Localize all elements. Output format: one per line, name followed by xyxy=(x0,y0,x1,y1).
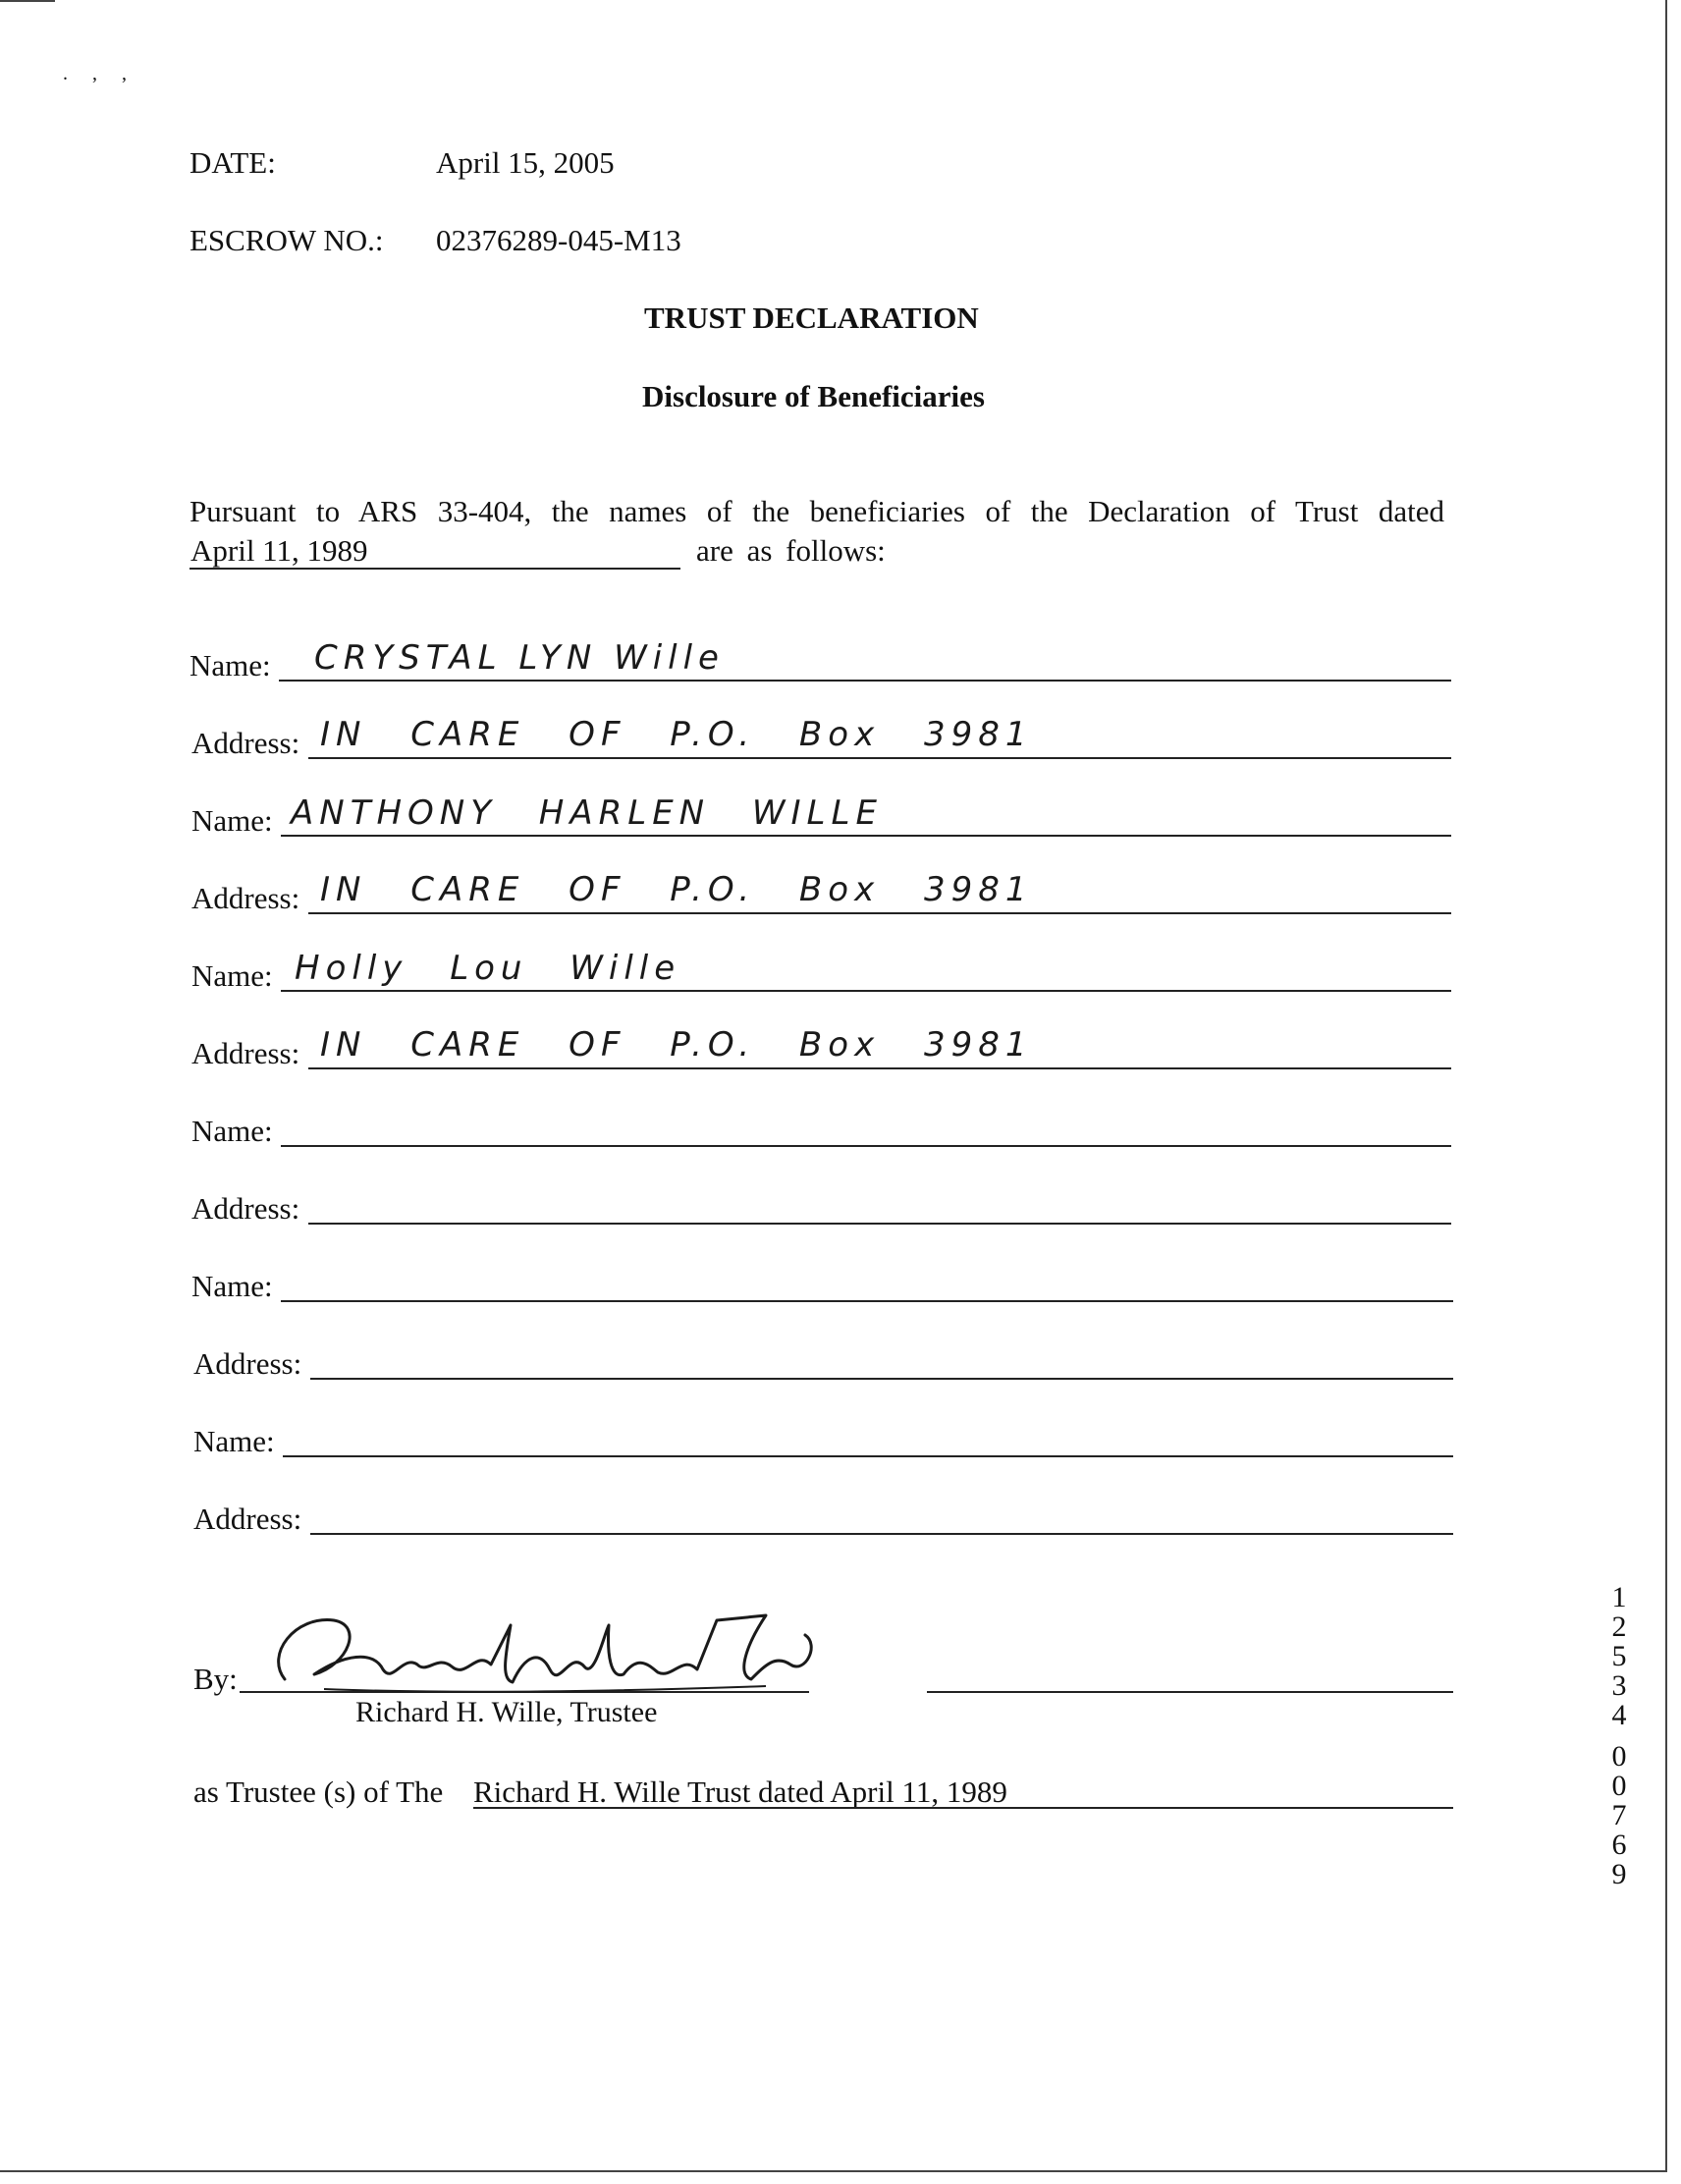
address-line-4 xyxy=(308,1223,1451,1225)
side-stamp-digit: 5 xyxy=(1611,1640,1627,1672)
name-label-1: Name: xyxy=(190,648,271,682)
footer-prefix: as Trustee (s) of The xyxy=(193,1774,444,1809)
by-label: By: xyxy=(193,1662,238,1696)
address-label-2: Address: xyxy=(191,881,300,915)
side-stamp-digit: 2 xyxy=(1611,1611,1627,1643)
address-value-2: IN CARE OF P.O. Box 3981 xyxy=(320,870,1033,909)
handwritten-signature xyxy=(255,1596,844,1704)
intro-line-1: Pursuant to ARS 33-404, the names of the beneficiaries of the Declaration of Trust dated xyxy=(190,494,1444,528)
intro-suffix: are as follows: xyxy=(696,533,886,568)
name-line-6 xyxy=(283,1455,1453,1457)
name-label-2: Name: xyxy=(191,803,273,838)
address-line-2 xyxy=(308,912,1451,914)
name-line-1 xyxy=(279,680,1451,682)
signer-name: Richard H. Wille, Trustee xyxy=(355,1696,658,1728)
top-left-scan-mark xyxy=(0,0,55,2)
name-label-5: Name: xyxy=(191,1269,273,1303)
name-line-4 xyxy=(281,1145,1451,1147)
corner-marks: . , , xyxy=(63,63,136,84)
side-stamp xyxy=(1604,1583,1634,1889)
document-subtitle: Disclosure of Beneficiaries xyxy=(642,379,985,413)
address-line-6 xyxy=(310,1533,1453,1535)
intro-trust-date: April 11, 1989 xyxy=(190,533,368,568)
name-line-2 xyxy=(281,835,1451,837)
escrow-label: ESCROW NO.: xyxy=(190,223,384,257)
side-stamp-digit: 6 xyxy=(1611,1829,1627,1861)
footer-trust-name: Richard H. Wille Trust dated April 11, 1989 xyxy=(473,1774,1007,1809)
address-label-6: Address: xyxy=(193,1502,302,1536)
side-stamp-digit: 3 xyxy=(1611,1669,1627,1702)
address-value-3: IN CARE OF P.O. Box 3981 xyxy=(320,1025,1033,1065)
name-line-3 xyxy=(281,990,1451,992)
name-line-5 xyxy=(281,1300,1453,1302)
page-bottom-border xyxy=(0,2170,1667,2172)
side-stamp-digit: 0 xyxy=(1611,1740,1627,1773)
name-label-3: Name: xyxy=(191,958,273,993)
name-label-6: Name: xyxy=(193,1424,275,1458)
address-line-1 xyxy=(308,757,1451,759)
side-stamp-digit: 7 xyxy=(1611,1799,1627,1831)
signature-line-right xyxy=(927,1691,1453,1693)
date-value: April 15, 2005 xyxy=(436,145,615,180)
side-stamp-digit: 4 xyxy=(1611,1699,1627,1731)
address-value-1: IN CARE OF P.O. Box 3981 xyxy=(320,715,1033,754)
name-value-2: ANTHONY HARLEN WILLE xyxy=(291,793,883,833)
name-value-3: Holly Lou Wille xyxy=(295,949,681,988)
name-label-4: Name: xyxy=(191,1114,273,1148)
side-stamp-digit: 9 xyxy=(1611,1858,1627,1890)
footer-underline xyxy=(473,1807,1453,1809)
page-right-border xyxy=(1665,0,1667,2172)
address-label-4: Address: xyxy=(191,1191,300,1226)
date-label: DATE: xyxy=(190,145,276,180)
address-label-5: Address: xyxy=(193,1346,302,1381)
side-stamp-digit: 0 xyxy=(1611,1770,1627,1802)
document-title: TRUST DECLARATION xyxy=(644,300,979,335)
address-label-1: Address: xyxy=(191,726,300,760)
intro-date-underline xyxy=(190,568,680,570)
address-line-5 xyxy=(310,1378,1453,1380)
name-value-1: CRYSTAL LYN Wille xyxy=(314,638,725,678)
escrow-value: 02376289-045-M13 xyxy=(436,223,681,257)
side-stamp-digit: 1 xyxy=(1611,1581,1627,1613)
address-label-3: Address: xyxy=(191,1036,300,1070)
address-line-3 xyxy=(308,1067,1451,1069)
